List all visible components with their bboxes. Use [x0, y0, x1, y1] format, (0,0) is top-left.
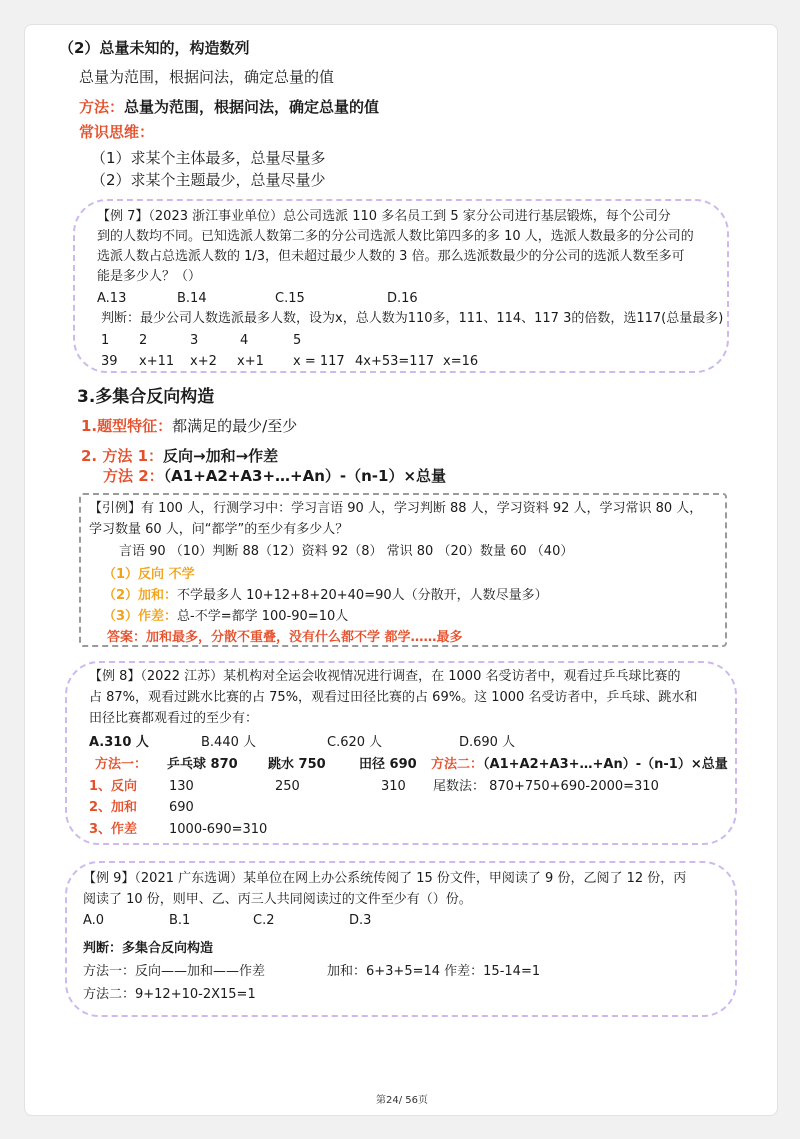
ex9-method-2: 方法二：9+12+10-2X15=1 — [83, 987, 256, 1002]
ex7-line: 选派人数占总选派人数的 1/3，但未超过最少人数的 3 倍。那么选派数最少的分公司的选派人数至多可 — [97, 249, 685, 264]
method2-label: 方法 2： — [103, 467, 164, 485]
ex9-option-c: C.2 — [253, 913, 275, 928]
ex7-option-b: B.14 — [177, 291, 207, 306]
intro-answer: 答案：加和最多，分散不重叠，没有什么都不学 都学……最多 — [107, 630, 463, 645]
ex8-method2-text: （A1+A2+A3+…+An）-（n-1）×总量 — [483, 757, 728, 772]
ex7-value: x = 117 — [293, 354, 345, 369]
list-item: （2）求某个主题最少，总量尽量少 — [91, 171, 326, 189]
ex8-method2-label: 方法二： — [431, 757, 484, 772]
section-3-heading: 3.多集合反向构造 — [77, 387, 215, 407]
ex7-value: 39 — [101, 354, 118, 369]
intro-step-3 — [103, 607, 348, 627]
ex8-step-1: 1、反向 — [89, 779, 138, 794]
ex9-judge: 判断：多集合反向构造 — [83, 941, 214, 956]
step3-label: （3）作差： — [103, 609, 178, 624]
method-text: 总量为范围，根据问法，确定总量的值 — [124, 98, 380, 116]
feature-text: 都满足的最少/至少 — [172, 417, 298, 435]
ex8-option-d: D.690 人 — [459, 735, 516, 750]
ex7-option-c: C.15 — [275, 291, 305, 306]
ex8-value: 690 — [169, 800, 194, 815]
ex7-value: x+1 — [237, 354, 264, 369]
intro-line: 【引例】有 100 人，行测学习中：学习言语 90 人，学习判断 88 人，学习资料 92 人，学习常识 80 人， — [89, 501, 703, 516]
step2-text: 不学最多人 10+12+8+20+40=90人（分散开，人数尽量多） — [177, 588, 548, 603]
feature-line — [81, 415, 297, 437]
ex8-method1-label: 方法一： — [95, 757, 148, 772]
step2-label: （2）加和： — [103, 588, 178, 603]
ex7-option-d: D.16 — [387, 291, 418, 306]
ex7-rank: 1 — [101, 333, 110, 348]
ex7-option-a: A.13 — [97, 291, 127, 306]
ex9-sum: 加和：6+3+5=14 作差：15-14=1 — [327, 964, 541, 979]
ex7-rank: 4 — [240, 333, 249, 348]
ex8-line: 占 87%，观看过跳水比赛的占 75%，观看过田径比赛的占 69%。这 1000 名受访者中，乒乓球、跳水和 — [89, 690, 698, 705]
ex7-value: 4x+53=117 — [355, 354, 435, 369]
document-page — [24, 24, 778, 1116]
ex8-tail: 尾数法： 870+750+690-2000=310 — [433, 779, 659, 794]
ex8-step-2: 2、加和 — [89, 800, 138, 815]
ex7-value: x+2 — [190, 354, 217, 369]
method1-label: 2. 方法 1： — [81, 447, 164, 465]
ex7-rank: 5 — [293, 333, 302, 348]
ex9-line: 阅读了 10 份，则甲、乙、丙三人共同阅读过的文件至少有（）份。 — [83, 892, 472, 907]
ex8-value: 250 — [275, 779, 300, 794]
ex8-value: 130 — [169, 779, 194, 794]
list-item: （1）求某个主体最多，总量尽量多 — [91, 149, 326, 167]
ex7-value: x+11 — [139, 354, 175, 369]
method2-text: （A1+A2+A3+…+An）-（n-1）×总量 — [163, 467, 447, 485]
ex7-value: x=16 — [443, 354, 479, 369]
ex8-pingpong: 乒乓球 870 — [167, 757, 238, 772]
ex8-option-c: C.620 人 — [327, 735, 383, 750]
ex8-value: 1000-690=310 — [169, 822, 268, 837]
ex9-method-1: 方法一：反向——加和——作差 — [83, 964, 266, 979]
method-line — [79, 96, 379, 118]
ex8-value: 310 — [381, 779, 406, 794]
step3-text: 总-不学=都学 100-90=10人 — [177, 609, 349, 624]
ex7-rank: 2 — [139, 333, 148, 348]
ex7-line: 能是多少人？（） — [97, 269, 202, 284]
feature-label: 1.题型特征： — [81, 417, 173, 435]
ex7-judge: 判断：最少公司人数选派最多人数，设为x，总人数为110多，111、114、117 3的倍数，选117(总量最多) — [101, 311, 724, 326]
section-line: 总量为范围，根据问法，确定总量的值 — [79, 68, 335, 86]
ex9-option-d: D.3 — [349, 913, 372, 928]
ex7-line: 【例 7】（2023 浙江事业单位）总公司选派 110 多名员工到 5 家分公司进行基层锻炼，每个公司分 — [97, 209, 671, 224]
ex8-line: 【例 8】（2022 江苏）某机构对全运会收视情况进行调查，在 1000 名受访者中，观看过乒乓球比赛的 — [89, 669, 681, 684]
ex8-diving: 跳水 750 — [268, 757, 326, 772]
ex8-track: 田径 690 — [359, 757, 417, 772]
ex8-line: 田径比赛都观看过的至少有： — [89, 711, 259, 726]
ex8-option-a: A.310 人 — [89, 735, 149, 750]
intro-step-2 — [103, 586, 548, 606]
intro-step-1: （1）反向 不学 — [103, 567, 195, 582]
ex7-line: 到的人数均不同。已知选派人数第二多的分公司选派人数比第四多的多 10 人，选派人数最多的分公司的 — [97, 229, 694, 244]
intro-line: 学习数量 60 人，问“都学”的至少有多少人？ — [89, 522, 349, 537]
method1-line — [81, 445, 278, 467]
section-heading: （2）总量未知的，构造数列 — [59, 39, 250, 57]
common-sense-label: 常识思维： — [79, 123, 155, 141]
ex8-step-3: 3、作差 — [89, 822, 138, 837]
ex8-option-b: B.440 人 — [201, 735, 256, 750]
method-label: 方法： — [79, 98, 125, 116]
ex9-option-a: A.0 — [83, 913, 105, 928]
intro-line: 言语 90 （10）判断 88（12）资料 92（8） 常识 80 （20）数量 60 （40） — [119, 544, 574, 559]
ex9-option-b: B.1 — [169, 913, 191, 928]
method2-line — [103, 465, 446, 487]
method1-text: 反向→加和→作差 — [163, 447, 279, 465]
page-number: 第24/ 56页 — [376, 1095, 428, 1106]
ex9-line: 【例 9】（2021 广东选调）某单位在网上办公系统传阅了 15 份文件，甲阅读了 9 份，乙阅了 12 份，丙 — [83, 871, 687, 886]
ex7-rank: 3 — [190, 333, 199, 348]
ex8-method2 — [431, 755, 728, 775]
